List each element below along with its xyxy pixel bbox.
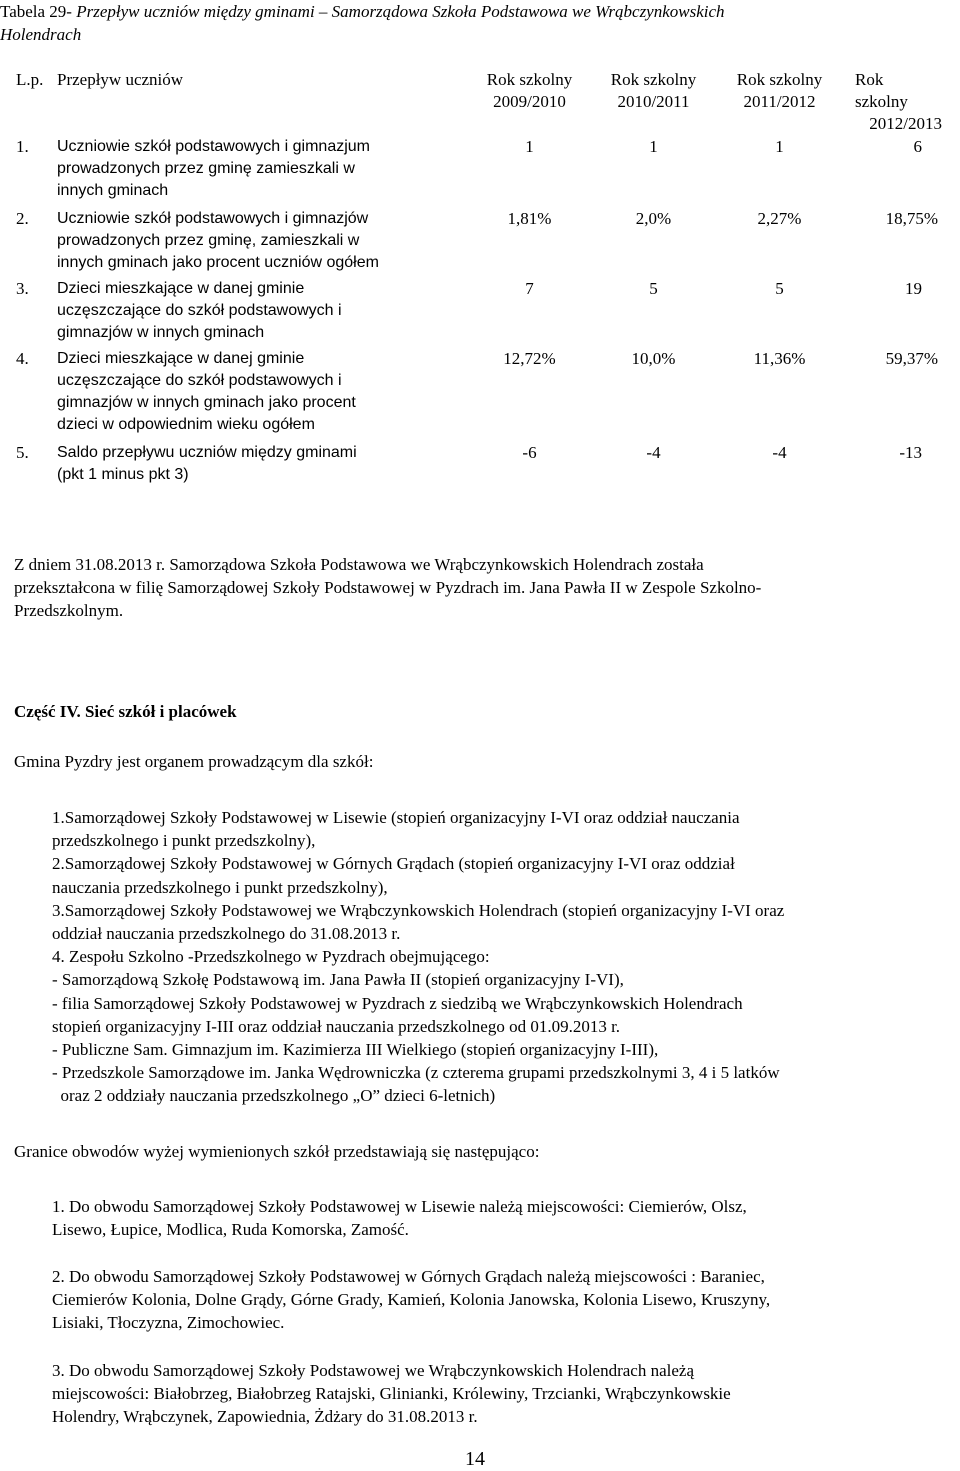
list-item: oraz 2 oddziały nauczania przedszkolnego „O” dzieci 6-letnich) (52, 1086, 496, 1106)
header-year-3-line1: Rok szkolny (736, 70, 823, 89)
row-line: gimnazjów w innych gminach (57, 324, 265, 341)
list-item: przedszkolnego i punkt przedszkolny), (52, 831, 316, 851)
header-lp: L.p. (13, 69, 57, 136)
table-row (13, 442, 943, 490)
row-value: 1 (717, 136, 843, 208)
row-line: innych gminach jako procent uczniów ogółem (57, 254, 379, 271)
boundary-line: 2. Do obwodu Samorządowej Szkoły Podstawowej w Górnych Grądach należą miejscowości : Baraniec, (52, 1267, 765, 1286)
row-value: 5 (717, 278, 843, 348)
row-value: 6 (843, 136, 943, 208)
row-value: 2,0% (591, 208, 717, 278)
table-row (13, 208, 943, 278)
row-value: -13 (843, 442, 943, 490)
list-item: 3.Samorządowej Szkoły Podstawowej we Wrąbczynkowskich Holendrach (stopień organizacyjny I-VI oraz (52, 900, 785, 920)
boundary-line: 1. Do obwodu Samorządowej Szkoły Podstawowej w Lisewie należą miejscowości: Ciemierów, Olsz, (52, 1197, 747, 1216)
row-value: 5 (591, 278, 717, 348)
row-line: Dzieci mieszkające w danej gminie (57, 350, 305, 367)
row-value: 19 (843, 278, 943, 348)
row-value: 1 (469, 136, 591, 208)
row-line: prowadzonych przez gminę zamieszkali w (57, 160, 355, 177)
list-item: 2.Samorządowej Szkoły Podstawowej w Górnych Grądach (stopień organizacyjny I-VI oraz oddział (52, 854, 735, 874)
list-item: 4. Zespołu Szkolno -Przedszkolnego w Pyzdrach obejmującego: (52, 947, 490, 967)
caption-title-line2: Holendrach (0, 25, 82, 44)
row-value: -4 (591, 442, 717, 490)
boundary-line: Lisiaki, Tłoczyzna, Zimochowiec. (52, 1313, 285, 1332)
caption-title: Przepływ uczniów między gminami – Samorządowa Szkoła Podstawowa we Wrąbczynkowskich (71, 2, 725, 21)
header-year-2-line2: 2010/2011 (617, 92, 690, 111)
row-description (57, 348, 469, 442)
row-line: innych gminach (57, 182, 169, 199)
row-line: Saldo przepływu uczniów między gminami (57, 444, 357, 461)
row-line: gimnazjów w innych gminach jako procent (57, 394, 356, 411)
header-year-3 (717, 69, 843, 136)
boundary-line: Holendry, Wrąbczynek, Zapowiednia, Żdżary do 31.08.2013 r. (52, 1407, 478, 1426)
school-list (52, 806, 784, 1108)
row-number: 1. (13, 136, 57, 208)
boundary-paragraph-1 (52, 1195, 747, 1241)
row-number: 3. (13, 278, 57, 348)
table-row (13, 136, 943, 208)
boundary-line: Lisewo, Łupice, Modlica, Ruda Komorska, Zamość. (52, 1220, 409, 1239)
section-heading: Część IV. Sieć szkół i placówek (14, 702, 237, 721)
list-item: - filia Samorządowej Szkoły Podstawowej w Pyzdrach z siedzibą we Wrąbczynkowskich Holendrach (52, 993, 743, 1013)
header-year-4 (843, 69, 943, 136)
table-row (13, 348, 943, 442)
row-value: 59,37% (843, 348, 943, 442)
header-year-1-line1: Rok szkolny (486, 70, 573, 89)
header-year-2 (591, 69, 717, 136)
note-paragraph (14, 553, 761, 622)
header-flow: Przepływ uczniów (57, 69, 469, 136)
row-line: dzieci w odpowiednim wieku ogółem (57, 416, 315, 433)
row-line: Uczniowie szkół podstawowych i gimnazjów (57, 210, 369, 227)
row-line: uczęszczające do szkół podstawowych i (57, 372, 342, 389)
row-line: (pkt 1 minus pkt 3) (57, 466, 189, 483)
list-item: - Przedszkole Samorządowe im. Janka Wędrowniczka (z czterema grupami przedszkolnymi 3, 4 i 5 latków (52, 1063, 780, 1083)
note-line: przekształcona w filię Samorządowej Szkoły Podstawowej w Pyzdrach im. Jana Pawła II w Zespole Szkolno- (14, 578, 762, 597)
list-item: stopień organizacyjny I-III oraz oddział nauczania przedszkolnego od 01.09.2013 r. (52, 1016, 621, 1036)
row-line: Uczniowie szkół podstawowych i gimnazjum (57, 138, 371, 155)
page-number: 14 (465, 1448, 485, 1470)
row-value: 1 (591, 136, 717, 208)
note-line: Przedszkolnym. (14, 601, 124, 620)
header-year-3-line2: 2011/2012 (743, 92, 816, 111)
row-value: 11,36% (717, 348, 843, 442)
row-line: prowadzonych przez gminę, zamieszkali w (57, 232, 360, 249)
header-year-4-line3: 2012/2013 (869, 114, 942, 133)
row-value: -6 (469, 442, 591, 490)
row-value: -4 (717, 442, 843, 490)
boundary-line: miejscowości: Białobrzeg, Białobrzeg Ratajski, Glinianki, Królewiny, Trzcianki, Wrąbczynkowskie (52, 1384, 731, 1403)
boundary-line: Ciemierów Kolonia, Dolne Grądy, Górne Grady, Kamień, Kolonia Janowska, Kolonia Lisewo, Kruszyny, (52, 1290, 771, 1309)
caption-label: Tabela 29- (0, 2, 72, 21)
row-value: 10,0% (591, 348, 717, 442)
row-line: Dzieci mieszkające w danej gminie (57, 280, 305, 297)
list-item: - Publiczne Sam. Gimnazjum im. Kazimierza III Wielkiego (stopień organizacyjny I-III), (52, 1040, 659, 1060)
list-item: nauczania przedszkolnego i punkt przedszkolny), (52, 877, 388, 897)
header-year-4-line1: Rok (855, 70, 884, 89)
header-year-1-line2: 2009/2010 (493, 92, 566, 111)
header-year-1 (469, 69, 591, 136)
row-description (57, 208, 469, 278)
row-value: 12,72% (469, 348, 591, 442)
boundary-line: 3. Do obwodu Samorządowej Szkoły Podstawowej we Wrąbczynkowskich Holendrach należą (52, 1361, 694, 1380)
row-value: 18,75% (843, 208, 943, 278)
row-description (57, 136, 469, 208)
table-header-row (13, 69, 943, 136)
table-caption (0, 0, 940, 46)
table-row (13, 278, 943, 348)
row-number: 2. (13, 208, 57, 278)
row-description (57, 278, 469, 348)
boundary-paragraph-2 (52, 1265, 770, 1334)
list-item: oddział nauczania przedszkolnego do 31.08.2013 r. (52, 924, 401, 944)
boundaries-intro: Granice obwodów wyżej wymienionych szkół przedstawiają się następująco: (14, 1142, 540, 1161)
row-description (57, 442, 469, 490)
section-intro: Gmina Pyzdry jest organem prowadzącym dla szkół: (14, 752, 374, 771)
flow-table (12, 68, 943, 490)
boundary-paragraph-3 (52, 1359, 731, 1428)
row-number: 5. (13, 442, 57, 490)
list-item: - Samorządową Szkołę Podstawową im. Jana Pawła II (stopień organizacyjny I-VI), (52, 970, 624, 990)
row-line: uczęszczające do szkół podstawowych i (57, 302, 342, 319)
row-number: 4. (13, 348, 57, 442)
header-year-2-line1: Rok szkolny (610, 70, 697, 89)
row-value: 7 (469, 278, 591, 348)
row-value: 2,27% (717, 208, 843, 278)
list-item: 1.Samorządowej Szkoły Podstawowej w Lisewie (stopień organizacyjny I-VI oraz oddział nauczania (52, 808, 740, 827)
row-value: 1,81% (469, 208, 591, 278)
header-year-4-line2: szkolny (855, 92, 908, 111)
note-line: Z dniem 31.08.2013 r. Samorządowa Szkoła Podstawowa we Wrąbczynkowskich Holendrach została (14, 555, 704, 574)
